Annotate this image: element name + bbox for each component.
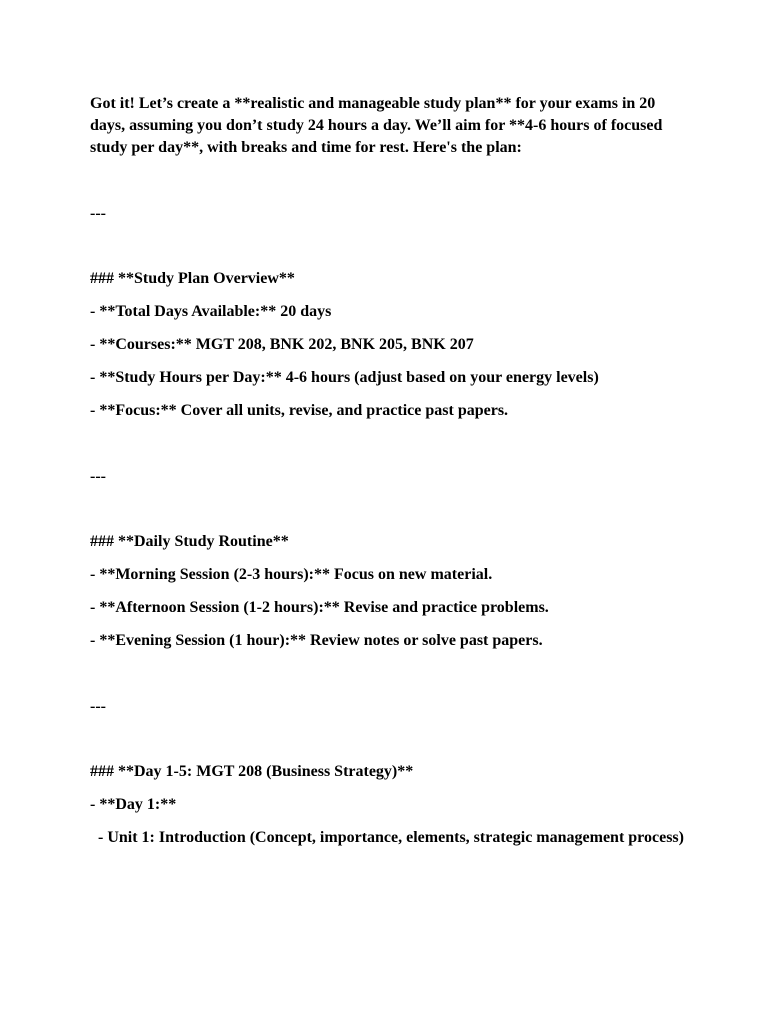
overview-item-hours: - **Study Hours per Day:** 4-6 hours (adjust based on your energy levels): [90, 369, 599, 386]
separator-1: ---: [90, 205, 106, 222]
mgt208-heading: ### **Day 1-5: MGT 208 (Business Strategy)**: [90, 763, 414, 780]
routine-item-morning: - **Morning Session (2-3 hours):** Focus on new material.: [90, 566, 493, 583]
routine-item-evening: - **Evening Session (1 hour):** Review notes or solve past papers.: [90, 632, 543, 649]
overview-item-days: - **Total Days Available:** 20 days: [90, 303, 332, 320]
routine-heading: ### **Daily Study Routine**: [90, 533, 289, 550]
intro-paragraph: Got it! Let’s create a **realistic and manageable study plan** for your exams in 20 days, assuming you don’t study 24 hours a day. We’ll aim for **4-6 hours of focused study per day**, with breaks and time for rest. Here's the plan:: [90, 95, 667, 156]
overview-item-courses: - **Courses:** MGT 208, BNK 202, BNK 205, BNK 207: [90, 336, 474, 353]
document-page: [90, 93, 690, 849]
separator-3: ---: [90, 698, 106, 715]
separator-2: ---: [90, 468, 106, 485]
overview-heading: ### **Study Plan Overview**: [90, 270, 295, 287]
overview-item-focus: - **Focus:** Cover all units, revise, and practice past papers.: [90, 402, 509, 419]
day1-label: - **Day 1:**: [90, 796, 177, 813]
routine-item-afternoon: - **Afternoon Session (1-2 hours):** Revise and practice problems.: [90, 599, 549, 616]
day1-unit-1: - Unit 1: Introduction (Concept, importance, elements, strategic management process): [90, 829, 684, 846]
